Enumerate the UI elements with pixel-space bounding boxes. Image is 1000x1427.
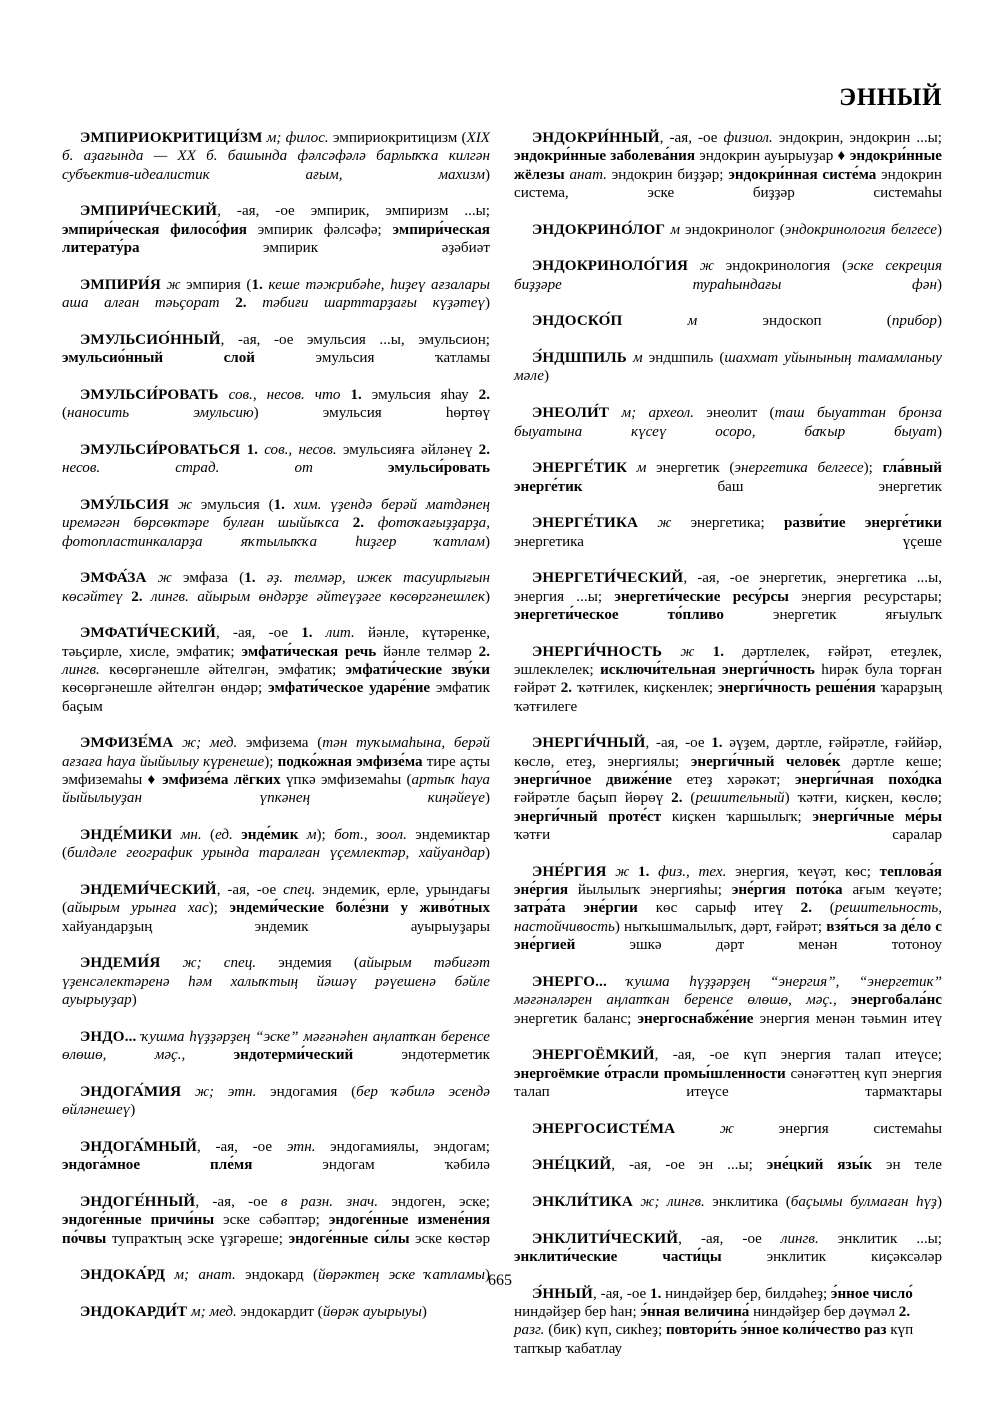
dictionary-entry: ЭНДОГЕ́ННЫЙ, -ая, -ое в разн. знач. эндоген, эске; эндоге́нные причи́ны эске сәбәптәр; эндоге́нные измене́ния по́чвы тупраҡтың эске үҙгәреше; эндоге́нные си́лы эске көстәр [62, 1193, 490, 1247]
dictionary-entry: ЭНДЕ́МИКИ мн. (ед. энде́мик м); бот., зоол. эндемиктар (билдәле географик урында таралған үҫемлектәр, хайуандар) [62, 827, 490, 862]
dictionary-entry: ЭНКЛИ́ТИКА ж; лингв. энклитика (баҫымы булмаған һүҙ) [532, 1193, 942, 1210]
dictionary-entry: ЭНДОКРИНО́ЛОГ м эндокринолог (эндокринология белгесе) [532, 221, 942, 238]
dictionary-entry: ЭМПИРИ́Я ж эмпирия (1. кеше тәжрибәһе, һиҙеү ағзалары аша алған тәьҫорат 2. тәбиғи шарттарҙағы күҙәтеү) [62, 276, 490, 312]
dictionary-entry: ЭНЕРГЕТИ́ЧЕСКИЙ, -ая, -ое энергетик, энергетика ...ы, энергия ...ы; энергети́ческие ресу́рсы энергия ресурстары; энергети́ческое то́пливо энергетик яғыулыҡ [514, 570, 943, 623]
dictionary-entry: ЭНЕРГО... ҡушма һүҙҙәрҙең “энергия”, “энергетик” мәғәнәләрен аңлатҡан беренсе өлөшө, мәҫ., энергобала́нс энергетик баланс; энергоснабже́ние энергия менән тәьмин итеү [514, 973, 942, 1027]
left-column [62, 129, 491, 1320]
dictionary-entry: Э́ННЫЙ, -ая, -ое 1. ниндәйҙер бер, билдәһеҙ; э́нное число́ ниндәйҙер бер һан; э́нная величина́ ниндәйҙер бер дәүмәл 2. разг. (бик) күп, сикһеҙ; повтори́ть э́нное коли́чество раз күп тапҡыр ҡабатлау [514, 1285, 914, 1357]
dictionary-entry: ЭНЕРГИ́ЧНОСТЬ ж 1. дәртлелек, ғәйрәт, етеҙлек, эшлеклелек; исключи́тельная энерги́чность һирәк була торған ғәйрәт 2. ҡәтғилек, киҫкенлек; энерги́чность реше́ния ҡарарҙың ҡәтғилеге [514, 643, 942, 715]
dictionary-entry: ЭНДОСКО́П м эндоскоп (прибор) [532, 313, 943, 330]
dictionary-entry: ЭНДОКА́РД м; анат. эндокард (йөрәктең эске ҡатламы) [80, 1267, 491, 1284]
dictionary-entry: ЭМУЛЬСИ́РОВАТЬ сов., несов. что 1. эмульсия яһау 2. (наносить эмульсию) эмульсия һөртөү [62, 386, 490, 422]
page-number: 665 [488, 1272, 512, 1289]
dictionary-entry: ЭМУЛЬСИ́РОВАТЬСЯ 1. сов., несов. эмульсияға әйләнеү 2. несов. страд. от эмульси́ровать [62, 441, 491, 477]
dictionary-entry: ЭНДОКРИ́ННЫЙ, -ая, -ое физиол. эндокрин, эндокрин ...ы; эндокри́нные заболева́ния эндокрин ауырыуҙар ♦ эндокри́нные жёлезы анат. эндокрин биҙҙәр; эндокри́нная систе́ма эндокрин система, эске биҙҙәр системаһы [514, 130, 943, 202]
dictionary-entry: ЭНДЕМИ́ЧЕСКИЙ, -ая, -ое спец. эндемик, ерле, урындағы (айырым урынға хас); эндеми́ческие боле́зни у живо́тных хайуандарҙың эндемик ауырыуҙары [62, 882, 491, 935]
dictionary-entry: ЭМПИРИОКРИТИЦИ́ЗМ м; филос. эмпириокритицизм (XIX б. аҙағында — XX б. башында фәлсәфәлә барлыҡҡа килгән субъектив-идеалистик ағым, махизм) [62, 130, 490, 183]
dictionary-entry: ЭНЕ́ЦКИЙ, -ая, -ое эн ...ы; эне́цкий язы́к эн теле [532, 1157, 942, 1174]
dictionary-entry: ЭНЕРГОЁМКИЙ, -ая, -ое күп энергия талап итеүсе; энергоёмкие о́трасли промы́шленности сәнәғәттең күп энергия талап итеүсе тармаҡтары [514, 1047, 943, 1100]
dictionary-entry: ЭНДЕМИ́Я ж; спец. эндемия (айырым тәбиғәт үҙенсәлектәренә һәм халыҡтың йәшәү рәүешенә бәйле ауырыуҙар) [62, 955, 491, 1009]
dictionary-entry: ЭМПИРИ́ЧЕСКИЙ, -ая, -ое эмпирик, эмпиризм ...ы; эмпири́ческая филосо́фия эмпирик фәлсәфә; эмпири́ческая литерату́ра эмпирик әҙәбиәт [62, 203, 490, 257]
dictionary-entry: ЭМФИЗЕ́МА ж; мед. эмфизема (тән туҡымаһына, берәй ағзаға һауа йыйылыу күренеше); подко́жная эмфизе́ма тире аҫты эмфиземаһы ♦ эмфизе́ма лёгких үпкә эмфиземаһы (артыҡ һауа йыйылыуҙан үпкәнең киңәйеүе) [62, 735, 490, 807]
dictionary-entry: ЭМУ́ЛЬСИЯ ж эмульсия (1. хим. үҙендә берәй матдәнең иремәгән бөрсөктәре булған шыйыҡса 2. фотоҡағыҙҙарҙа, фотопластинкаларҙа яҡтылыҡҡа һиҙгер ҡатлам) [62, 496, 491, 550]
dictionary-entry: ЭНЕОЛИ́Т м; археол. энеолит (таш быуаттан бронза быуатына күсеү осоро, баҡыр быуат) [514, 405, 942, 440]
running-head: ЭННЫЙ [839, 84, 942, 111]
dictionary-entry: ЭМФАТИ́ЧЕСКИЙ, -ая, -ое 1. лит. йәнле, күтәренке, тәьҫирле, хисле, эмфатик; эмфати́ческая речь йәнле телмәр 2. лингв. көсөргәнешле әйтелгән, эмфатик; эмфати́ческие зву́ки көсөргәнешле әйтелгән өндәр; эмфати́ческое ударе́ние эмфатик баҫым [62, 625, 490, 715]
dictionary-entry: ЭНДОГА́МИЯ ж; этн. эндогамия (бер ҡәбилә эсендә өйләнешеү) [62, 1083, 490, 1119]
dictionary-entry: ЭНЕРГИ́ЧНЫЙ, -ая, -ое 1. әүҙем, дәртле, ғәйрәтле, ғәййәр, көслө, етеҙ, энергиялы; энерги́чный челове́к дәртле кеше; энерги́чное движе́ние етеҙ хәрәкәт; энерги́чная похо́дка ғәйрәтле баҫып йөрөү 2. (решительный) ҡәтғи, киҫкен, көслө; энерги́чный проте́ст киҫкен ҡаршылыҡ; энерги́чные ме́ры ҡәтғи саралар [514, 735, 942, 844]
dictionary-entry: ЭНДОГА́МНЫЙ, -ая, -ое этн. эндогамиялы, эндогам; эндога́мное пле́мя эндогам ҡәбилә [62, 1138, 491, 1174]
right-column [514, 129, 943, 1357]
dictionary-entry: ЭНЕ́РГИЯ ж 1. физ., тех. энергия, ҡеүәт, көс; теплова́я эне́ргия йылылыҡ энергияһы; эне́ргия пото́ка ағым ҡеүәте; затра́та эне́ргии көс сарыф итеү 2. (решительность, настойчивость) ныҡышмалылыҡ, дәрт, ғәйрәт; взя́ться за де́ло с эне́ргией эшкә дәрт менән тотоноу [514, 863, 943, 954]
dictionary-entry: ЭНЕРГОСИСТЕ́МА ж энергия системаһы [532, 1120, 943, 1137]
dictionary-entry: ЭНДО... ҡушма һүҙҙәрҙең “эске” мәғәнәһен аңлатҡан беренсе өлөшө, мәҫ., эндотерми́ческий эндотерметик [62, 1028, 491, 1064]
dictionary-entry: ЭНЕРГЕ́ТИК м энергетик (энергетика белгесе); гла́вный энерге́тик баш энергетик [514, 460, 942, 495]
dictionary-entry: Э́НДШПИЛЬ м эндшпиль (шахмат уйынының тамамланыу мәле) [514, 350, 942, 385]
dictionary-entry: ЭНКЛИТИ́ЧЕСКИЙ, -ая, -ое лингв. энклитик ...ы; энклити́ческие части́цы энклитик киҫәксәләр [514, 1230, 942, 1265]
dictionary-entry: ЭНДОКАРДИ́Т м; мед. эндокардит (йөрәк ауырыуы) [80, 1304, 427, 1320]
dictionary-entry: ЭМФА́ЗА ж эмфаза (1. әҙ. телмәр, ижек тасуирлығын көсәйтеү 2. лингв. айырым өндәрҙе әйтеүҙәге көсөргәнешлек) [62, 570, 490, 605]
dictionary-entry: ЭНДОКРИНОЛО́ГИЯ ж эндокринология (эске секреция биҙҙәре тураһындағы фән) [514, 258, 942, 293]
dictionary-entry: ЭНЕРГЕ́ТИКА ж энергетика; разви́тие энерге́тики энергетика үҫеше [514, 515, 942, 550]
dictionary-entry: ЭМУЛЬСИО́ННЫЙ, -ая, -ое эмульсия ...ы, эмульсион; эмульсио́нный слой эмульсия ҡатламы [62, 331, 490, 367]
